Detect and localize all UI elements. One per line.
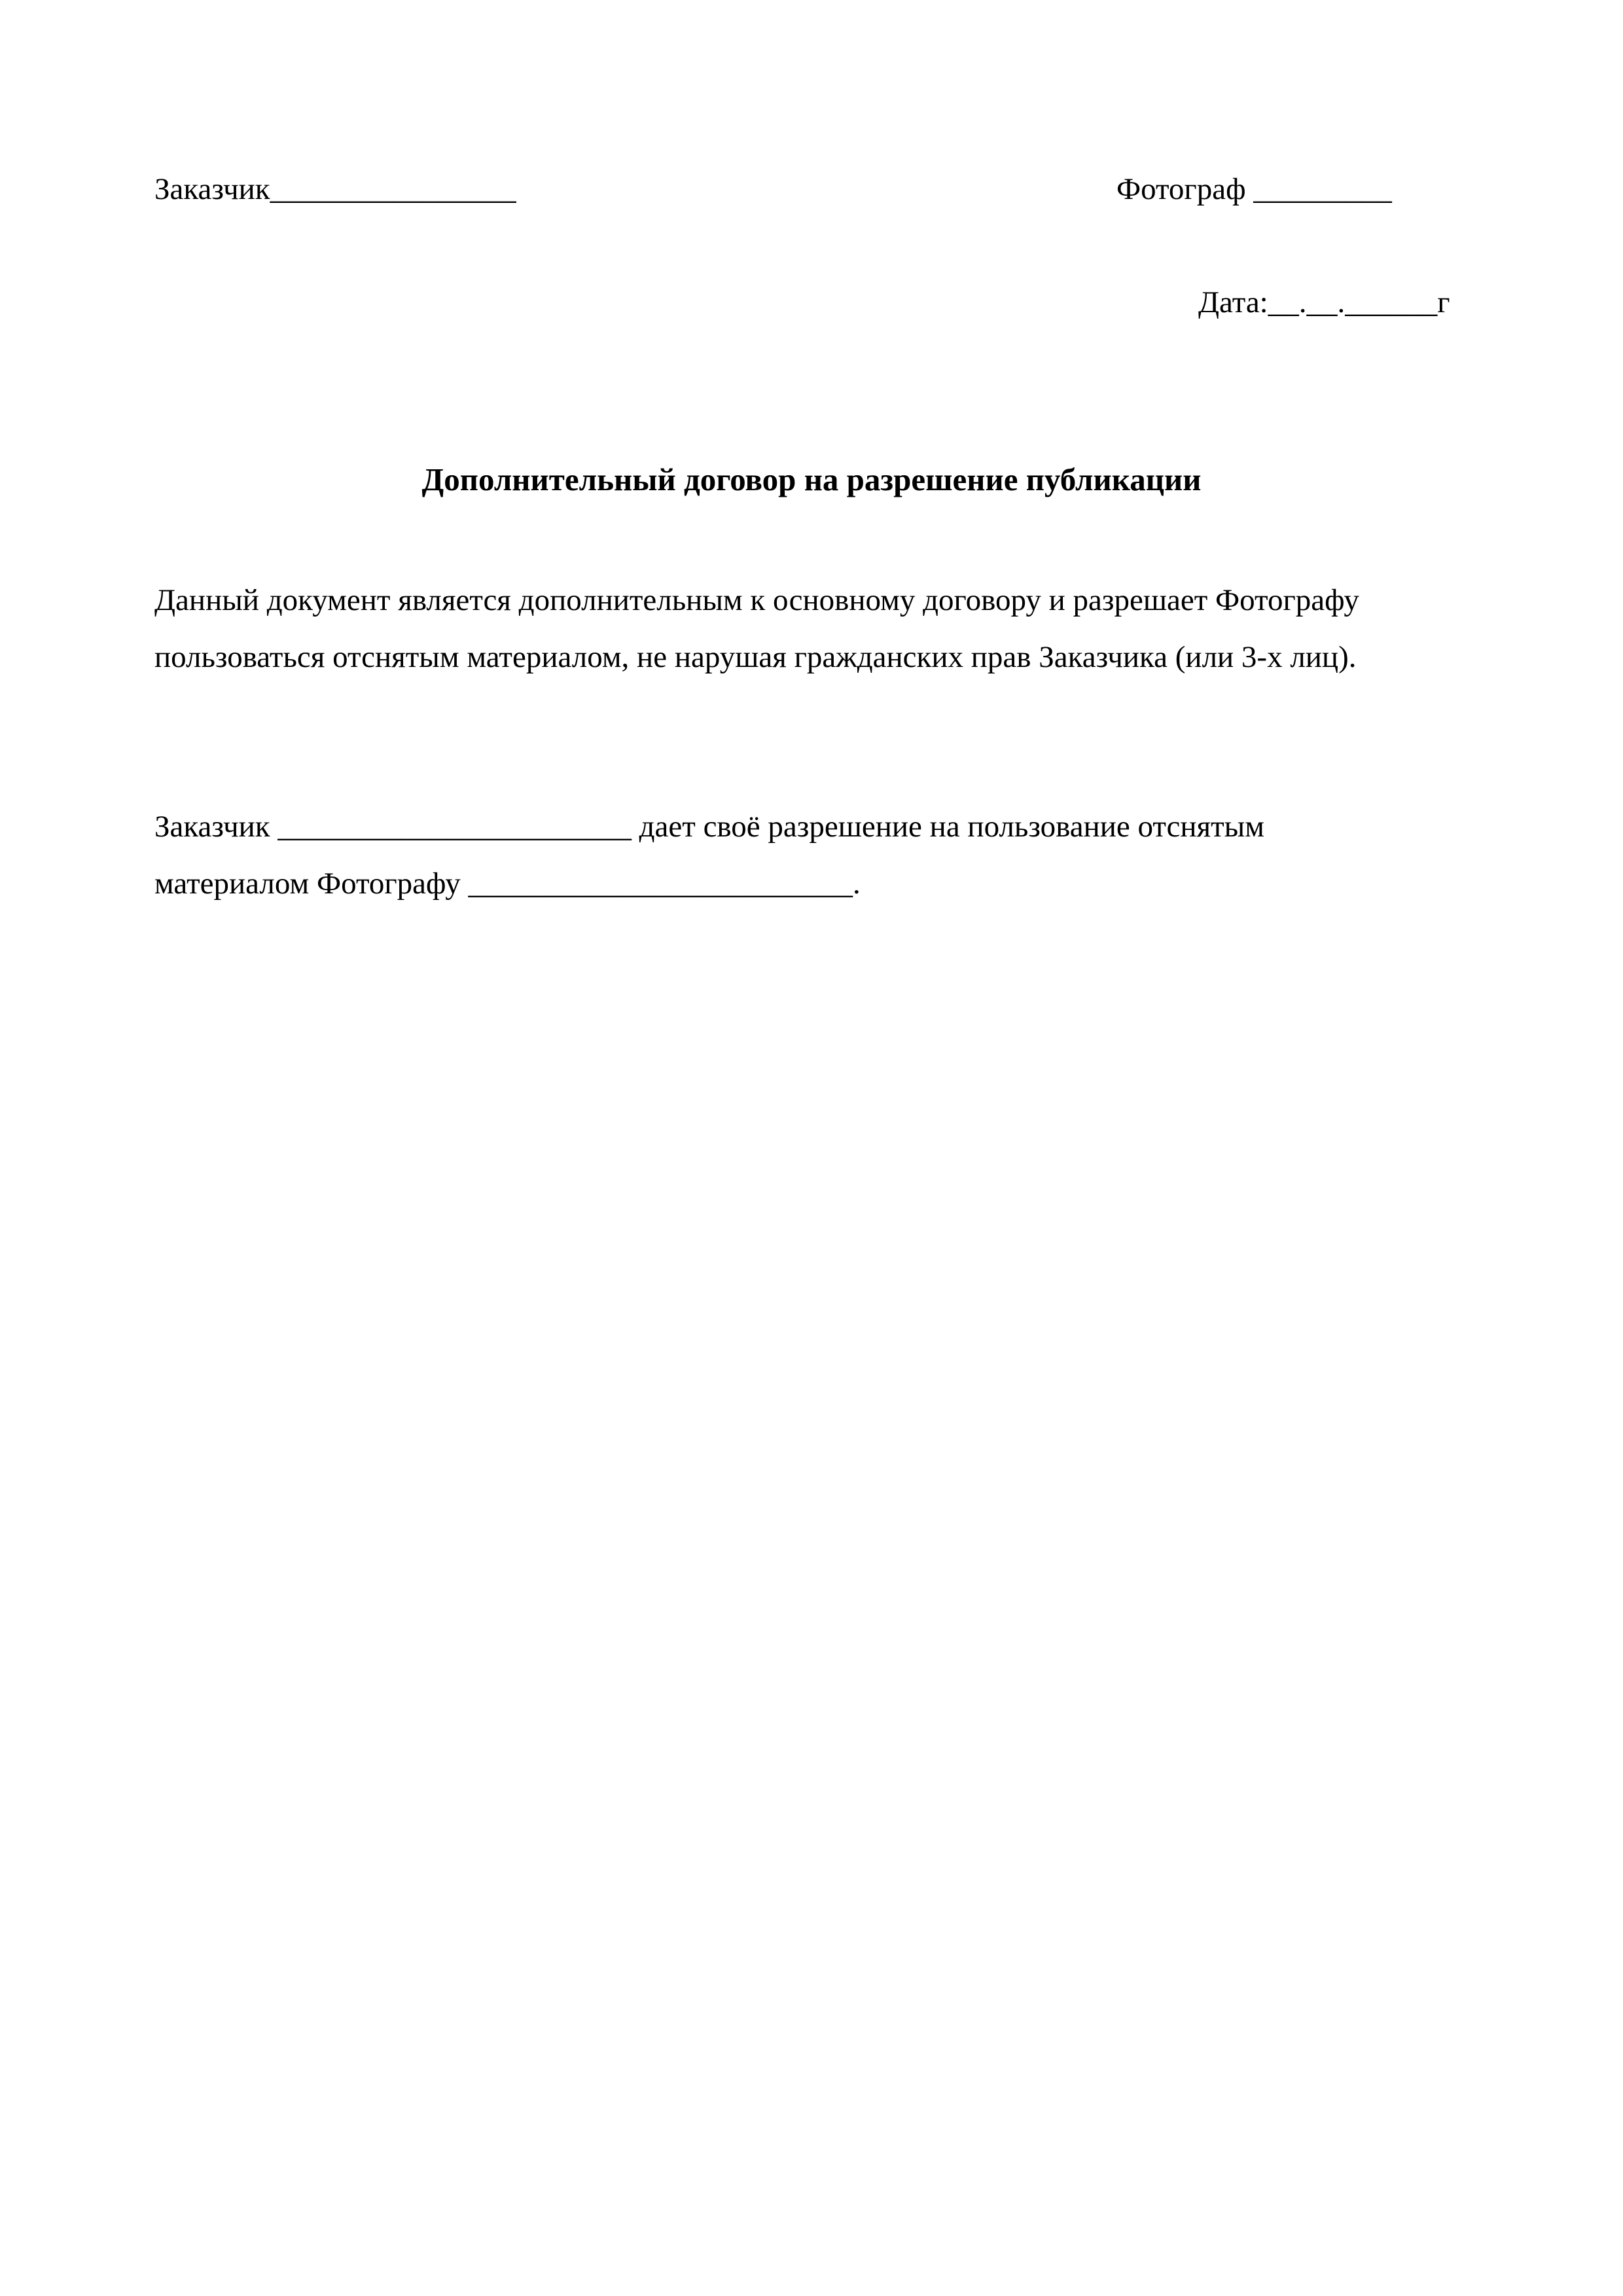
paragraph-2-line-2: материалом Фотографу _________________________. — [154, 867, 861, 901]
paragraph-1-line-1: Данный документ является дополнительным к основному договору и разрешает Фотографу — [154, 583, 1359, 617]
paragraph-1-line-2: пользоваться отснятым материалом, не нарушая гражданских прав Заказчика (или 3-х лиц). — [154, 640, 1357, 674]
document-title: Дополнительный договор на разрешение публикации — [421, 461, 1202, 497]
paragraph-2-line-1: Заказчик _______________________ дает своё разрешение на пользование отснятым — [154, 810, 1264, 844]
photographer-signature-field: Фотограф _________ — [1116, 172, 1392, 206]
date-field: Дата:__.__.______г — [1198, 285, 1450, 319]
customer-signature-field: Заказчик________________ — [154, 172, 516, 206]
